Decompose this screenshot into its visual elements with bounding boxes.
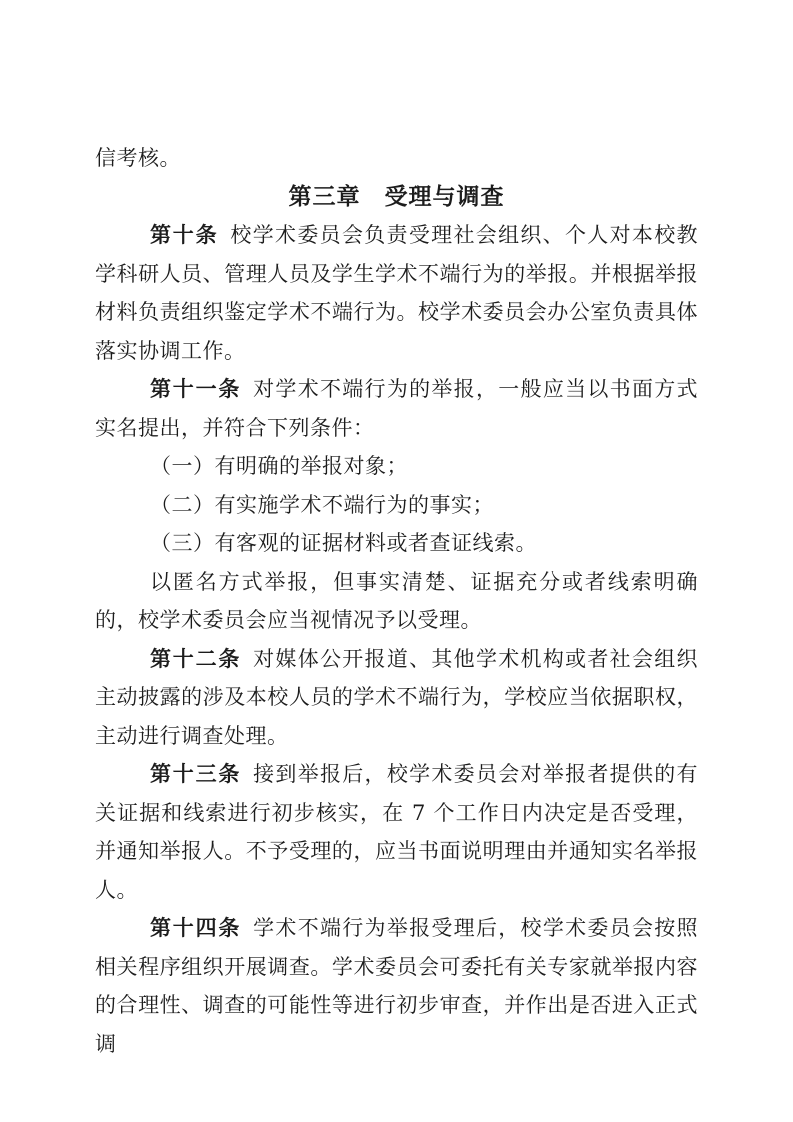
article-paragraph (95, 216, 698, 370)
article-paragraph (95, 447, 698, 486)
chapter-heading (95, 178, 698, 217)
article-text: 校学术委员会负责受理社会组织、个人对本校教学科研人员、管理人员及学生学术不端行为的举报。并根据举报材料负责组织鉴定学术不端行为。校学术委员会办公室负责具体落实协调工作。 (95, 223, 699, 363)
chapter-label: 第三章 (288, 183, 361, 210)
article-number: 第十四条 (150, 916, 242, 940)
article-text: 以匿名方式举报，但事实清楚、证据充分或者线索明确的，校学术委员会应当视情况予以受理。 (95, 569, 698, 632)
article-paragraph (95, 640, 698, 756)
article-paragraph (95, 370, 698, 447)
article-text: （一）有明确的举报对象； (150, 454, 408, 478)
article-number: 第十一条 (150, 377, 242, 401)
article-text: 对学术不端行为的举报，一般应当以书面方式实名提出，并符合下列条件： (95, 377, 699, 440)
article-text: 接到举报后，校学术委员会对举报者提供的有关证据和线索进行初步核实，在 7 个工作日内决定是否受理，并通知举报人。不予受理的，应当书面说明理由并通知实名举报人。 (95, 762, 699, 902)
article-number: 第十条 (150, 223, 219, 247)
article-paragraph (95, 563, 698, 640)
article-text: （二）有实施学术不端行为的事实； (150, 492, 494, 517)
article-text: 学术不端行为举报受理后，校学术委员会按照相关程序组织开展调查。学术委员会可委托有关专家就举报内容的合理性、调查的可能性等进行初步审查，并作出是否进入正式调 (95, 916, 699, 1056)
paragraph-continuation: 信考核。 (95, 146, 181, 170)
article-text: （三）有客观的证据材料或者查证线索。 (150, 531, 537, 555)
article-list (95, 216, 698, 1063)
article-paragraph (95, 486, 698, 525)
article-number: 第十二条 (150, 646, 242, 671)
article-paragraph (95, 909, 698, 1063)
article-paragraph (95, 524, 698, 563)
article-number: 第十三条 (150, 762, 242, 786)
article-paragraph (95, 755, 698, 909)
article-text: 对媒体公开报道、其他学术机构或者社会组织主动披露的涉及本校人员的学术不端行为，学校应当依据职权，主动进行调查处理。 (95, 646, 699, 748)
chapter-title: 受理与调查 (384, 183, 505, 210)
